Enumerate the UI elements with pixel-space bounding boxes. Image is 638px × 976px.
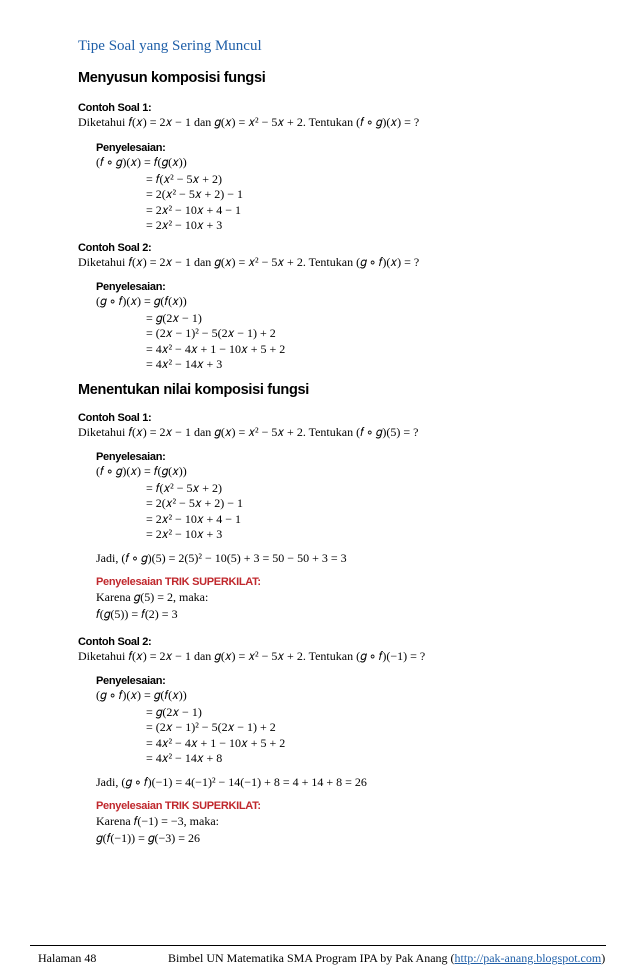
- footer-blog-link[interactable]: http://pak-anang.blogspot.com: [454, 951, 602, 965]
- section2-ex1-step: = 2(𝑥² − 5𝑥 + 2) − 1: [146, 496, 244, 510]
- section2-ex2-step: = (2𝑥 − 1)² − 5(2𝑥 − 1) + 2: [146, 720, 276, 734]
- section2-ex1-step: = 𝑓(𝑥² − 5𝑥 + 2): [146, 481, 222, 495]
- section1-ex2-step: = (2𝑥 − 1)² − 5(2𝑥 − 1) + 2: [146, 326, 276, 340]
- section2-ex1-problem: Diketahui 𝑓(𝑥) = 2𝑥 − 1 dan 𝑔(𝑥) = 𝑥² − 5𝑥 + 2. Tentukan (𝑓 ∘ 𝑔)(5) = ?: [78, 425, 419, 439]
- section2-ex2-trik-line: Karena 𝑓(−1) = −3, maka:: [96, 814, 219, 828]
- page-title: Tipe Soal yang Sering Muncul: [78, 38, 262, 54]
- section2-ex2-trik-line: 𝑔(𝑓(−1)) = 𝑔(−3) = 26: [96, 831, 200, 845]
- section2-ex2-trik-label: Penyelesaian TRIK SUPERKILAT:: [96, 800, 261, 812]
- section2-ex1-solution-label: Penyelesaian:: [96, 451, 166, 463]
- section1-ex1-step: = 2𝑥² − 10𝑥 + 4 − 1: [146, 203, 242, 217]
- section1-ex2-problem: Diketahui 𝑓(𝑥) = 2𝑥 − 1 dan 𝑔(𝑥) = 𝑥² − 5𝑥 + 2. Tentukan (𝑔 ∘ 𝑓)(𝑥) = ?: [78, 255, 420, 269]
- section2-heading: Menentukan nilai komposisi fungsi: [78, 382, 309, 398]
- section1-ex1-problem: Diketahui 𝑓(𝑥) = 2𝑥 − 1 dan 𝑔(𝑥) = 𝑥² − 5𝑥 + 2. Tentukan (𝑓 ∘ 𝑔)(𝑥) = ?: [78, 115, 420, 129]
- section1-ex2-label: Contoh Soal 2:: [78, 242, 152, 254]
- section1-ex2-step: = 4𝑥² − 14𝑥 + 3: [146, 357, 223, 371]
- section2-ex1-label: Contoh Soal 1:: [78, 412, 152, 424]
- footer-credit: [168, 951, 605, 966]
- section1-ex2-step: = 4𝑥² − 4𝑥 + 1 − 10𝑥 + 5 + 2: [146, 342, 286, 356]
- section2-ex2-step: = 4𝑥² − 14𝑥 + 8: [146, 751, 223, 765]
- section1-heading: Menyusun komposisi fungsi: [78, 70, 266, 86]
- section2-ex2-label: Contoh Soal 2:: [78, 636, 152, 648]
- section1-ex1-step: = 2(𝑥² − 5𝑥 + 2) − 1: [146, 187, 244, 201]
- footer-credit-text: Bimbel UN Matematika SMA Program IPA by Pak Anang (: [168, 951, 455, 965]
- section2-ex1-trik-line: 𝑓(𝑔(5)) = 𝑓(2) = 3: [96, 607, 178, 621]
- footer-page-number: Halaman 48: [38, 951, 97, 965]
- section1-ex2-step: = 𝑔(2𝑥 − 1): [146, 311, 202, 325]
- section2-ex2-conclusion: Jadi, (𝑔 ∘ 𝑓)(−1) = 4(−1)² − 14(−1) + 8 = 4 + 14 + 8 = 26: [96, 775, 367, 789]
- section2-ex2-first-line: (𝑔 ∘ 𝑓)(𝑥) = 𝑔(𝑓(𝑥)): [96, 688, 187, 702]
- section1-ex1-step: = 2𝑥² − 10𝑥 + 3: [146, 218, 223, 232]
- section1-ex1-first-line: (𝑓 ∘ 𝑔)(𝑥) = 𝑓(𝑔(𝑥)): [96, 155, 187, 169]
- section2-ex2-problem: Diketahui 𝑓(𝑥) = 2𝑥 − 1 dan 𝑔(𝑥) = 𝑥² − 5𝑥 + 2. Tentukan (𝑔 ∘ 𝑓)(−1) = ?: [78, 649, 426, 663]
- section1-ex2-first-line: (𝑔 ∘ 𝑓)(𝑥) = 𝑔(𝑓(𝑥)): [96, 294, 187, 308]
- section2-ex1-step: = 2𝑥² − 10𝑥 + 4 − 1: [146, 512, 242, 526]
- section2-ex1-trik-line: Karena 𝑔(5) = 2, maka:: [96, 590, 209, 604]
- footer-divider: [30, 945, 606, 946]
- section2-ex2-step: = 4𝑥² − 4𝑥 + 1 − 10𝑥 + 5 + 2: [146, 736, 286, 750]
- section2-ex1-conclusion: Jadi, (𝑓 ∘ 𝑔)(5) = 2(5)² − 10(5) + 3 = 50 − 50 + 3 = 3: [96, 551, 347, 565]
- section2-ex1-first-line: (𝑓 ∘ 𝑔)(𝑥) = 𝑓(𝑔(𝑥)): [96, 464, 187, 478]
- section2-ex2-solution-label: Penyelesaian:: [96, 675, 166, 687]
- section1-ex1-solution-label: Penyelesaian:: [96, 142, 166, 154]
- section2-ex1-step: = 2𝑥² − 10𝑥 + 3: [146, 527, 223, 541]
- section2-ex2-step: = 𝑔(2𝑥 − 1): [146, 705, 202, 719]
- footer-credit-close: ): [601, 951, 606, 965]
- section2-ex1-trik-label: Penyelesaian TRIK SUPERKILAT:: [96, 576, 261, 588]
- section1-ex1-label: Contoh Soal 1:: [78, 102, 152, 114]
- section1-ex1-step: = 𝑓(𝑥² − 5𝑥 + 2): [146, 172, 222, 186]
- section1-ex2-solution-label: Penyelesaian:: [96, 281, 166, 293]
